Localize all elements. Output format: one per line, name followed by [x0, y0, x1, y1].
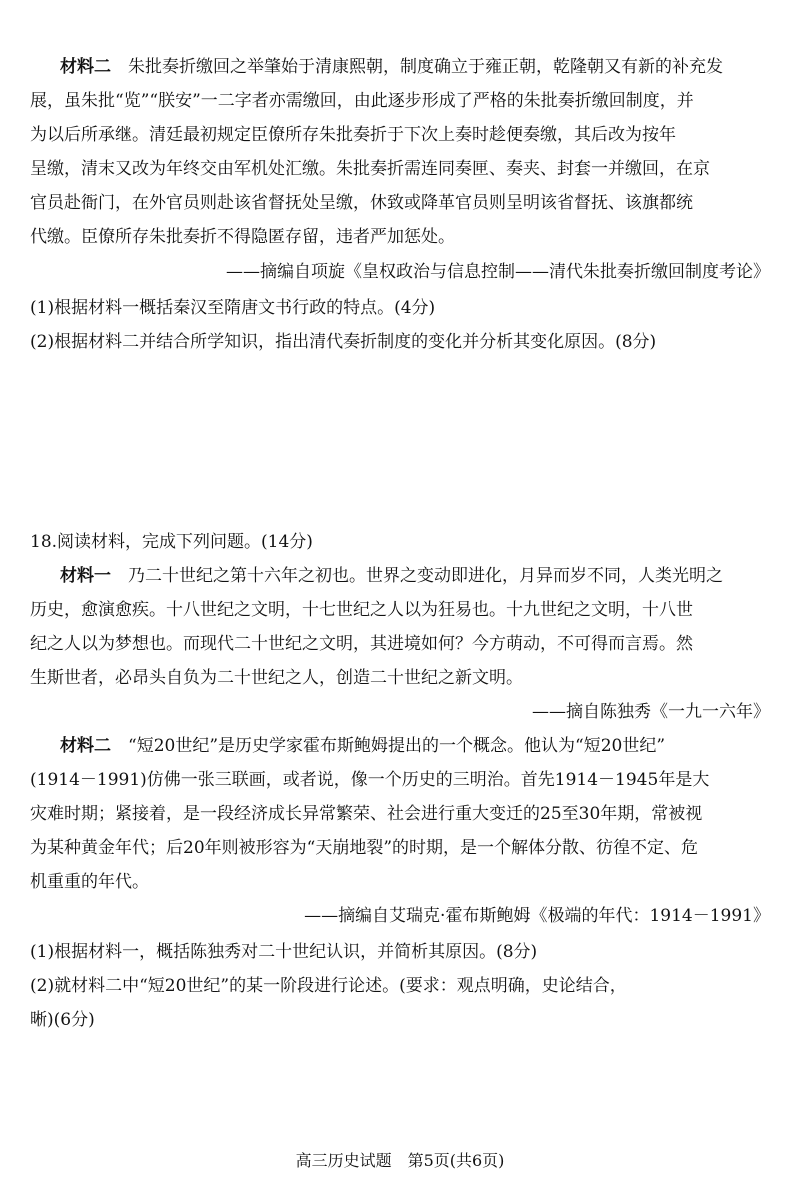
q18-material-2-line-4: 为某种黄金年代；后20年则被形容为“天崩地裂”的时期，是一个解体分散、彷徨不定、危 [30, 838, 699, 858]
q17-material-2-line-2: 展，虽朱批“览”“朕安”一二字者亦需缴回，由此逐步形成了严格的朱批奏折缴回制度，并 [30, 91, 694, 111]
q18-header: 18.阅读材料，完成下列问题。(14分) [30, 532, 313, 552]
q18-material-2-line-5: 机重重的年代。 [30, 872, 149, 892]
page-footer: 高三历史试题 第5页(共6页) [295, 1151, 505, 1170]
q18-material-1-line-4: 生斯世者，必昂头自负为二十世纪之人，创造二十世纪之新文明。 [30, 668, 523, 688]
q18-material-1-line-2: 历史，愈演愈疾。十八世纪之文明，十七世纪之人以为狂易也。十九世纪之文明，十八世 [30, 600, 693, 620]
q18-material-2-line-1 [60, 734, 772, 758]
q18-material-2-label: 材料二 [60, 736, 111, 756]
q18-material-1-label: 材料一 [60, 566, 111, 586]
q18-material-2-source: ——摘编自艾瑞克·霍布斯鲍姆《极端的年代：1914－1991》 [304, 906, 770, 926]
q18-subquestion-2-line-2: 晰)(6分) [30, 1010, 95, 1030]
q17-material-2-label: 材料二 [60, 57, 111, 77]
q17-material-2-source: ——摘编自项旋《皇权政治与信息控制——清代朱批奏折缴回制度考论》 [226, 262, 770, 282]
q17-subquestion-2: (2)根据材料二并结合所学知识，指出清代奏折制度的变化并分析其变化原因。(8分) [30, 332, 657, 352]
q18-material-2-line-2: (1914－1991)仿佛一张三联画，或者说，像一个历史的三明治。首先1914－1945年是大 [30, 770, 710, 790]
q18-material-1-source: ——摘自陈独秀《一九一六年》 [532, 702, 770, 722]
q18-subquestion-2-line-1: (2)就材料二中“短20世纪”的某一阶段进行论述。(要求：观点明确，史论结合， [30, 976, 627, 996]
q18-material-2-line-3: 灾难时期；紧接着，是一段经济成长异常繁荣、社会进行重大变迁的25至30年期，常被视 [30, 804, 703, 824]
q17-material-2-line-5: 官员赴衙门，在外官员则赴该省督抚处呈缴，休致或降革官员则呈明该省督抚、该旗都统 [30, 193, 693, 213]
q17-material-2-text-1: 朱批奏折缴回之举肇始于清康熙朝，制度确立于雍正朝，乾隆朝又有新的补充发 [128, 57, 723, 77]
q18-material-1-line-3: 纪之人以为梦想也。而现代二十世纪之文明，其进境如何？今方萌动，不可得而言焉。然 [30, 634, 693, 654]
q18-material-1-text-1: 乃二十世纪之第十六年之初也。世界之变动即进化，月异而岁不同，人类光明之 [128, 566, 723, 586]
q17-subquestion-1: (1)根据材料一概括秦汉至隋唐文书行政的特点。(4分) [30, 298, 436, 318]
q17-material-2-line-1 [60, 55, 772, 79]
q17-material-2-line-6: 代缴。臣僚所存朱批奏折不得隐匿存留，违者严加惩处。 [30, 227, 455, 247]
q18-material-1-line-1 [60, 564, 772, 588]
q18-material-2-text-1: “短20世纪”是历史学家霍布斯鲍姆提出的一个概念。他认为“短20世纪” [128, 736, 666, 756]
q17-material-2-line-4: 呈缴，清末又改为年终交由军机处汇缴。朱批奏折需连同奏匣、奏夹、封套一并缴回，在京 [30, 159, 710, 179]
q18-subquestion-1: (1)根据材料一，概括陈独秀对二十世纪认识，并简析其原因。(8分) [30, 942, 538, 962]
q17-material-2-line-3: 为以后所承继。清廷最初规定臣僚所存朱批奏折于下次上奏时趁便奏缴，其后改为按年 [30, 125, 676, 145]
